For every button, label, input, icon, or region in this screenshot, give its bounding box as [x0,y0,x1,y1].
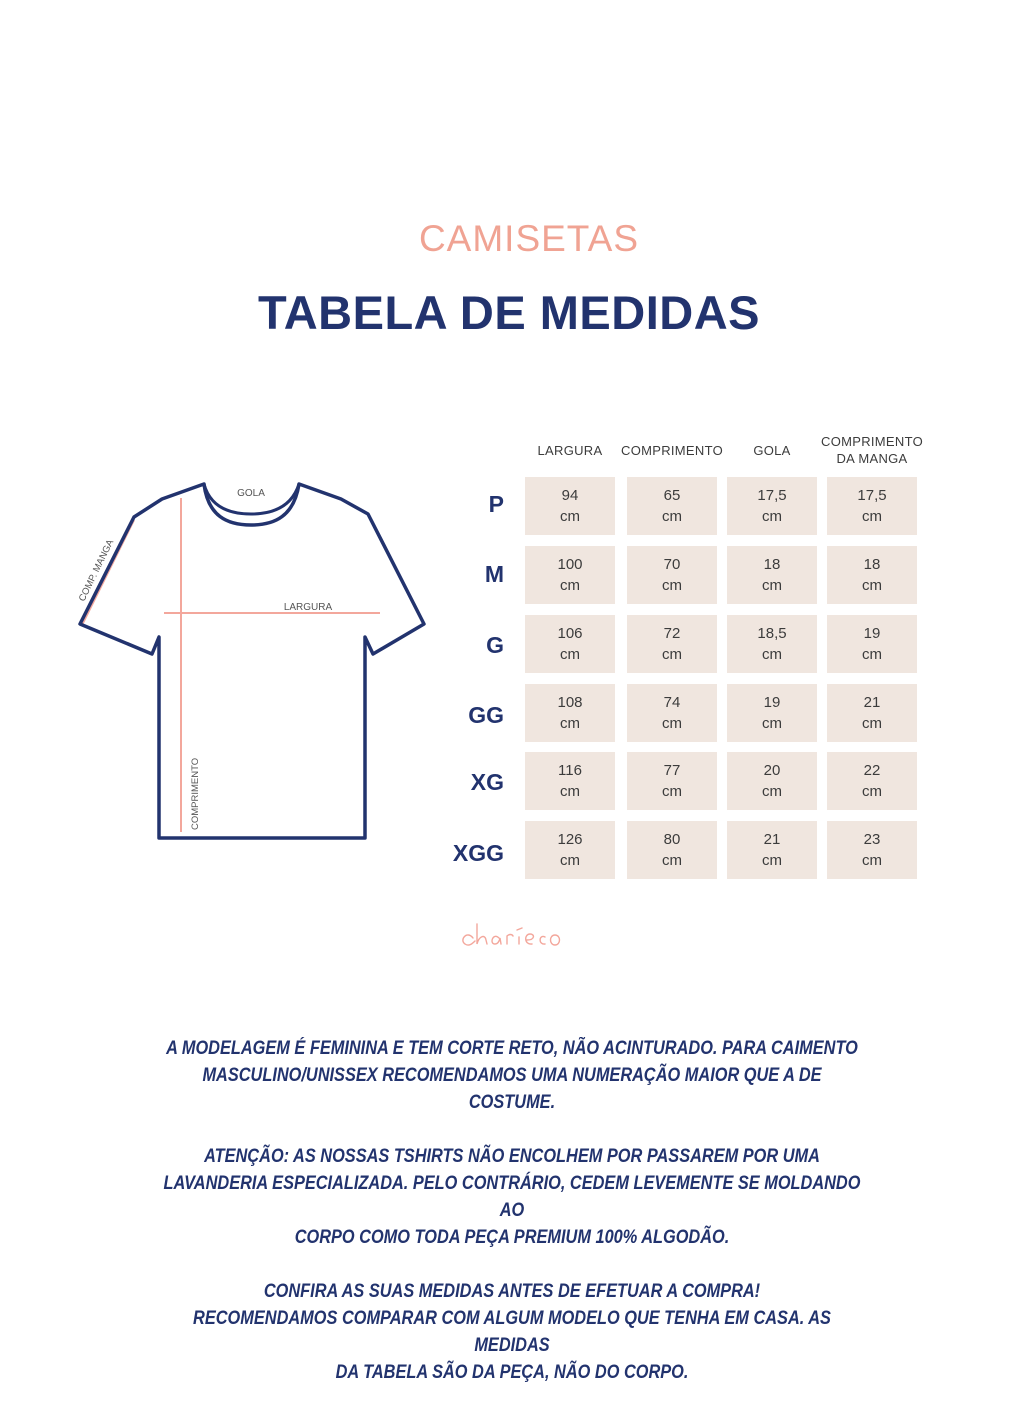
table-cell: 18,5 cm [727,615,817,673]
page-subtitle: CAMISETAS [418,218,640,259]
shirt-outline [80,484,424,838]
table-cell: 116 cm [525,752,615,810]
table-cell: 108 cm [525,684,615,742]
gola-label: GOLA [237,488,265,499]
size-label-gg: GG [468,702,504,728]
size-label-xg: XG [470,769,504,795]
table-cell: 18 cm [827,546,917,604]
table-cell: 21 cm [827,684,917,742]
page-title: TABELA DE MEDIDAS [258,286,760,339]
col-header-gola: GOLA [753,442,791,458]
table-cell: 19 cm [727,684,817,742]
table-cell: 18 cm [727,546,817,604]
table-cell: 106 cm [525,615,615,673]
size-label-m: M [484,561,504,587]
table-cell: 72 cm [627,615,717,673]
table-cell: 126 cm [525,821,615,879]
comprimento-label: COMPRIMENTO [190,757,201,830]
table-cell: 94 cm [525,477,615,535]
table-cell: 74 cm [627,684,717,742]
table-cell: 70 cm [627,546,717,604]
table-cell: 65 cm [627,477,717,535]
table-cell: 21 cm [727,821,817,879]
table-cell: 17,5 cm [827,477,917,535]
col-header-largura: LARGURA [537,442,603,458]
table-cell: 77 cm [627,752,717,810]
brand-logo [455,910,595,960]
table-cell: 80 cm [627,821,717,879]
table-cell: 20 cm [727,752,817,810]
table-cell: 23 cm [827,821,917,879]
note-paragraph-1: A MODELAGEM É FEMININA E TEM CORTE RETO, NÃO ACINTURADO. PARA CAIMENTO MASCULINO/UNISSEX RECOMENDAMOS UMA NUMERAÇÃO MAIOR QUE A DE COSTUME. [166,1038,858,1113]
largura-label: LARGURA [283,602,333,613]
table-cell: 17,5 cm [727,477,817,535]
size-label-g: G [486,632,504,658]
table-cell: 100 cm [525,546,615,604]
size-label-xgg: XGG [452,840,504,866]
notes-block [158,1035,867,1413]
tshirt-diagram [70,470,440,850]
table-cell: 19 cm [827,615,917,673]
col-header-comprimento: COMPRIMENTO [621,442,724,458]
table-cell: 22 cm [827,752,917,810]
note-paragraph-3: CONFIRA AS SUAS MEDIDAS ANTES DE EFETUAR A COMPRA! RECOMENDAMOS COMPARAR COM ALGUM MODELO QUE TENHA EM CASA. AS MEDIDAS DA TABELA SÃO DA PEÇA, NÃO DO CORPO. [193,1281,831,1383]
note-paragraph-2: ATENÇÃO: AS NOSSAS TSHIRTS NÃO ENCOLHEM POR PASSAREM POR UMA LAVANDERIA ESPECIALIZADA. PELO CONTRÁRIO, CEDEM LEVEMENTE SE MOLDANDO AO CORPO COMO TODA PEÇA PREMIUM 100% ALGODÃO. [163,1146,861,1248]
comp-manga-label: COMP. MANGA [76,537,117,604]
size-label-p: P [488,491,504,517]
col-header-comprimento-manga: COMPRIMENTO DA MANGA [821,434,924,466]
